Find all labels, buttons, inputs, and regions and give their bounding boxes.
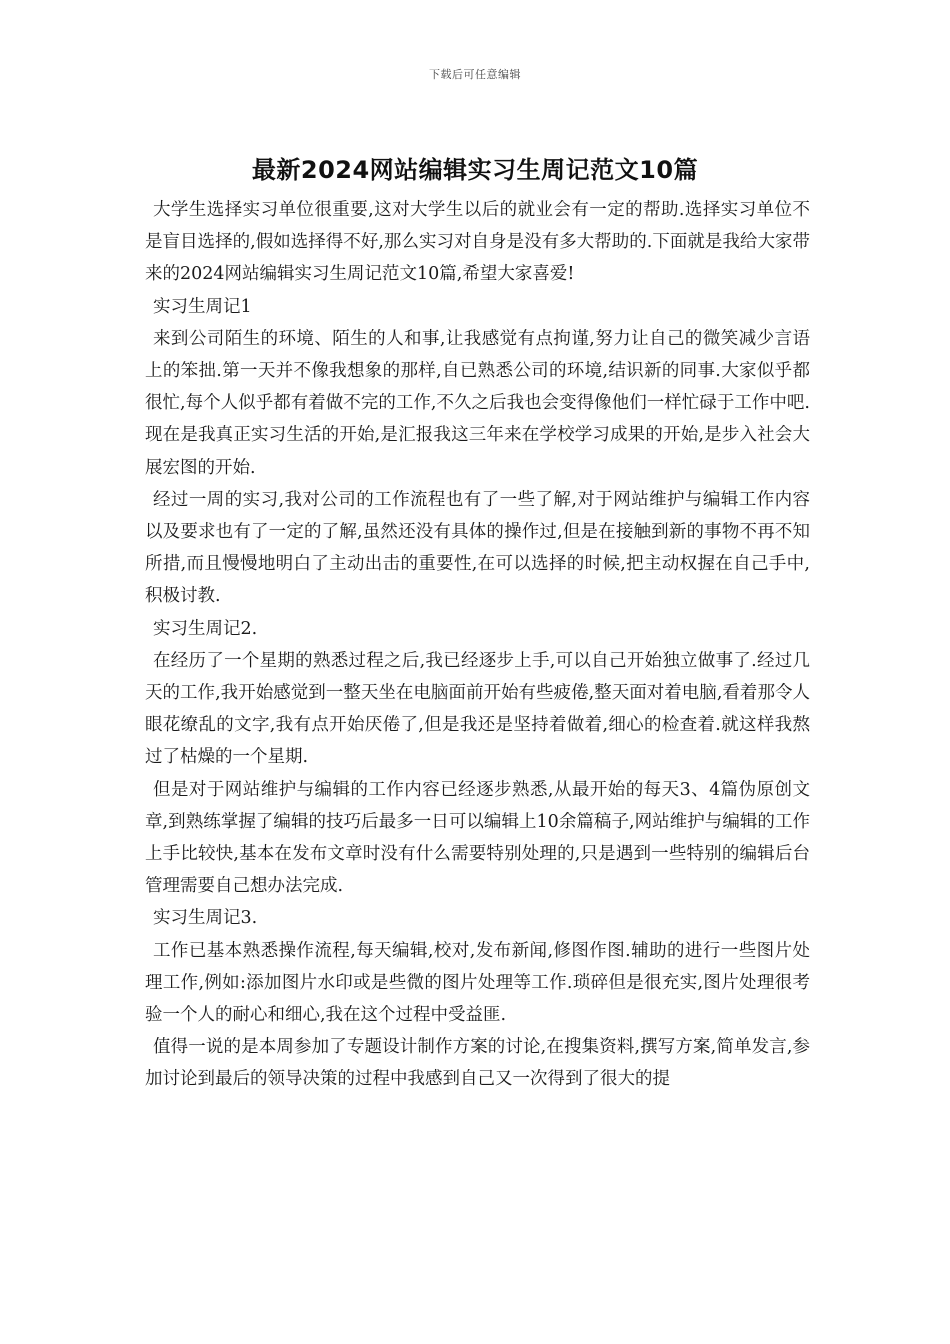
- paragraph: 工作已基本熟悉操作流程,每天编辑,校对,发布新闻,修图作图.辅助的进行一些图片处理工作,例如:添加图片水印或是些微的图片处理等工作.琐碎但是很充实,图片处理很考验一个人的耐心和细心,我在这个过程中受益匪.: [145, 940, 810, 1026]
- paragraph: 来到公司陌生的环境、陌生的人和事,让我感觉有点拘谨,努力让自己的微笑减少言语上的笨拙.第一天并不像我想象的那样,自已熟悉公司的环境,结识新的同事.大家似乎都很忙,每个人似乎都有着做不完的工作,不久之后我也会变得像他们一样忙碌于工作中吧. 现在是我真正实习生活的开始,是汇报我这三年来在学校学习成果的开始,是步入社会大展宏图的开始.: [145, 328, 810, 478]
- paragraph: 经过一周的实习,我对公司的工作流程也有了一些了解,对于网站维护与编辑工作内容以及要求也有了一定的了解,虽然还没有具体的操作过,但是在接触到新的事物不再不知所措,而且慢慢地明白了主动出击的重要性,在可以选择的时候,把主动权握在自己手中,积极讨教.: [145, 489, 810, 607]
- section-heading-week-3: 实习生周记3.: [153, 908, 258, 929]
- document-title: 最新2024网站编辑实习生周记范文10篇: [251, 156, 699, 184]
- paragraph: 但是对于网站维护与编辑的工作内容已经逐步熟悉,从最开始的每天3、4篇伪原创文章,到熟练掌握了编辑的技巧后最多一日可以编辑上10余篇稿子,网站维护与编辑的工作上手比较快,基本在发布文章时没有什么需要特别处理的,只是遇到一些特别的编辑后台管理需要自己想办法完成.: [145, 779, 810, 897]
- section-heading-week-2: 实习生周记2.: [153, 618, 258, 639]
- paragraph: 值得一说的是本周参加了专题设计制作方案的讨论,在搜集资料,撰写方案,简单发言,参加讨论到最后的领导决策的过程中我感到自己又一次得到了很大的提: [145, 1037, 810, 1090]
- intro-paragraph: 大学生选择实习单位很重要,这对大学生以后的就业会有一定的帮助.选择实习单位不是盲目选择的,假如选择得不好,那么实习对自身是没有多大帮助的.下面就是我给大家带来的2024网站编辑实习生周记范文10篇,希望大家喜爱!: [145, 200, 810, 285]
- header-note: 下载后可任意编辑: [429, 68, 521, 81]
- section-heading-week-1: 实习生周记1: [153, 296, 252, 317]
- paragraph: 在经历了一个星期的熟悉过程之后,我已经逐步上手,可以自己开始独立做事了.经过几天的工作,我开始感觉到一整天坐在电脑面前开始有些疲倦,整天面对着电脑,看着那令人眼花缭乱的文字,我有点开始厌倦了,但是我还是坚持着做着,细心的检查着.就这样我熬过了枯燥的一个星期.: [145, 650, 810, 768]
- document-body: [145, 194, 810, 1096]
